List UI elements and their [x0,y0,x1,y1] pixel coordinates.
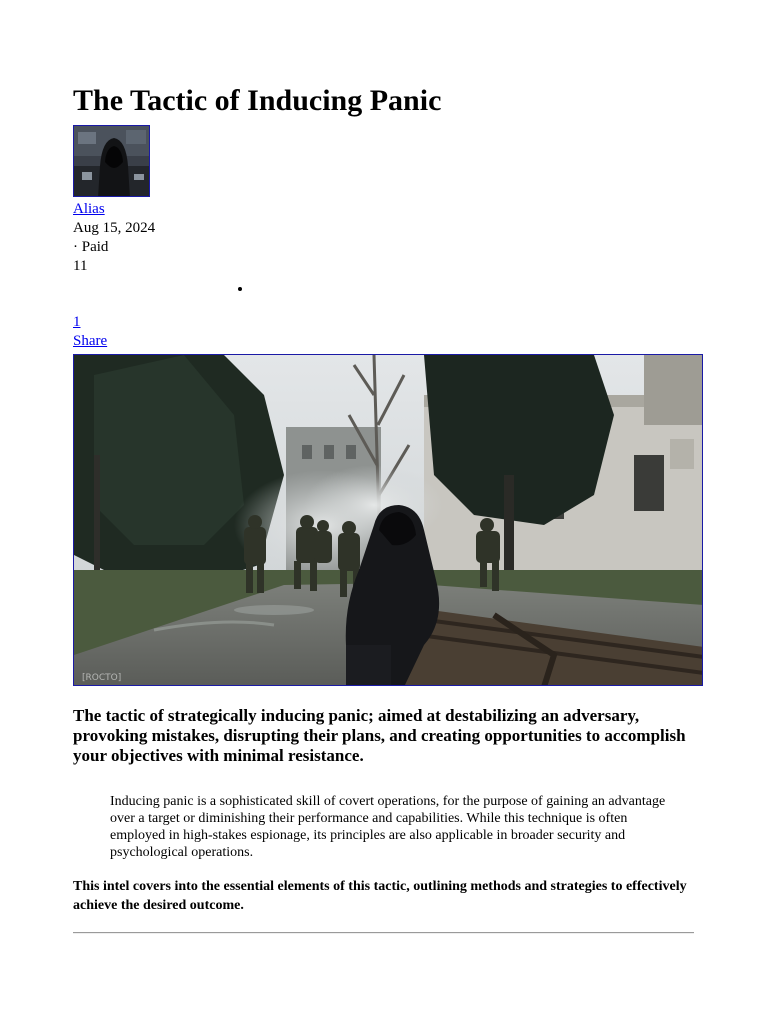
author-avatar[interactable] [73,125,150,197]
soldiers-street-scene-image [74,355,703,686]
post-title: The Tactic of Inducing Panic [73,84,442,117]
post-blockquote: Inducing panic is a sophisticated skill of covert operations, for the purpose of gaining an advantage over a target or diminishing their performance and capabilities. While this technique is often employed in high-stakes espionage, its principles are also applicable in broader security and psychological operations. [110,794,666,860]
hero-watermark: [ROCTO] [82,673,122,683]
share-link[interactable]: Share [73,333,108,349]
like-count[interactable]: 11 [73,258,88,274]
share-line [73,332,107,351]
post-summary: This intel covers into the essential elements of this tactic, outlining methods and strategies to effectively achieve the desired outcome. [73,879,687,913]
list-bullet [238,287,242,291]
access-badge: · Paid [73,239,109,255]
post-subtitle: The tactic of strategically inducing panic; aimed at destabilizing an adversary, provoking mistakes, disrupting their plans, and creating opportunities to accomplish your objectives with minimal resistance. [73,706,686,765]
author-link[interactable]: Alias [73,201,105,217]
comments-line [73,313,81,332]
comment-count-link[interactable]: 1 [73,314,81,330]
hooded-figure-avatar-image [74,126,150,197]
author-name-line [73,200,105,219]
hero-image[interactable] [73,354,703,686]
post-date: Aug 15, 2024 [73,220,156,236]
section-divider [73,932,694,934]
